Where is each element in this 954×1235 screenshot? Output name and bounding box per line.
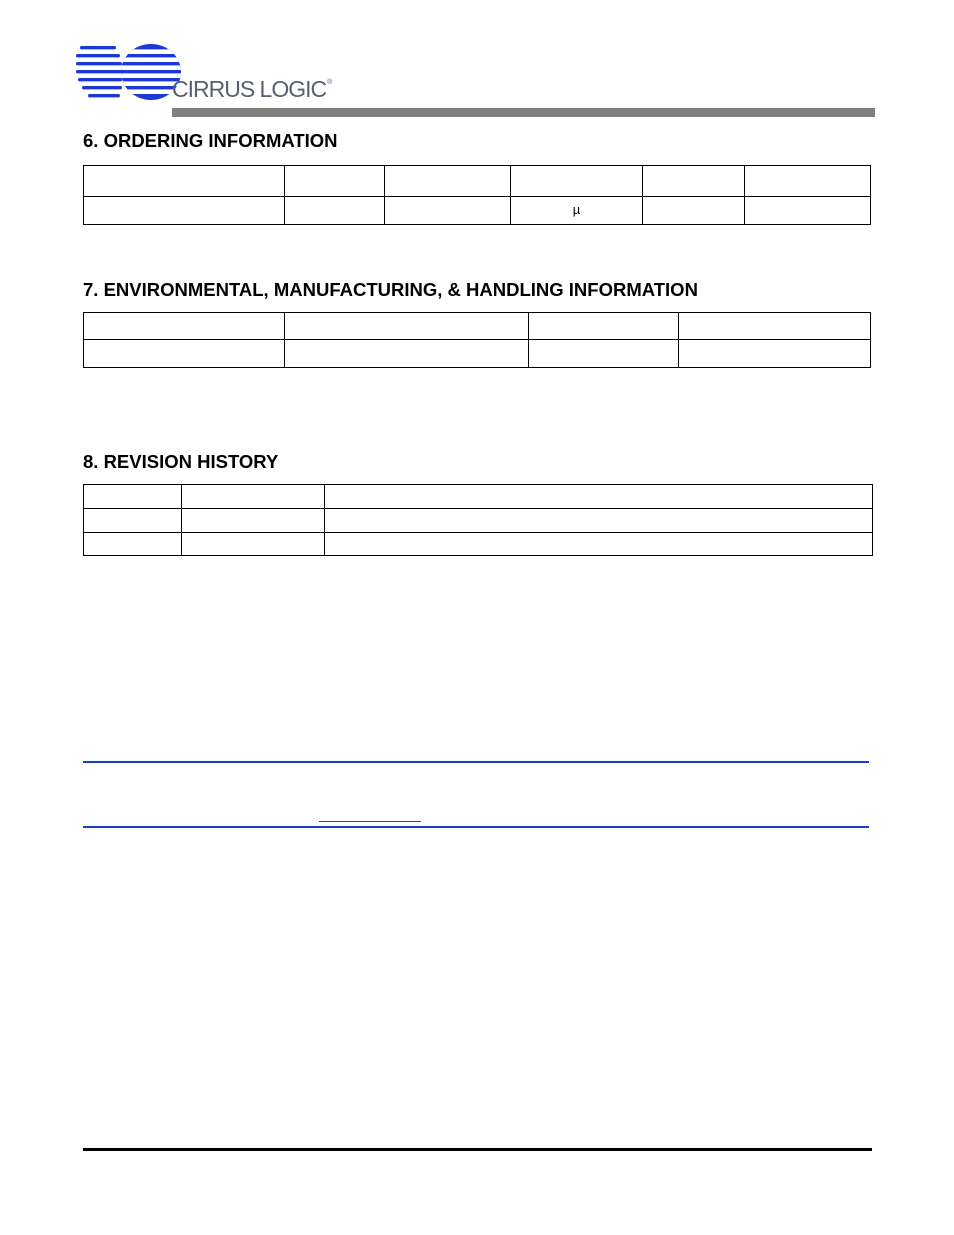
logo-wordmark: CIRRUS LOGIC® bbox=[172, 76, 332, 102]
logo-stripes-icon bbox=[76, 46, 122, 97]
table-cell bbox=[182, 485, 325, 509]
revision-history-table bbox=[83, 484, 873, 556]
table-cell bbox=[285, 313, 529, 340]
section-title-environmental: 7. ENVIRONMENTAL, MANUFACTURING, & HANDLING INFORMATION bbox=[83, 279, 698, 300]
table-cell bbox=[643, 197, 745, 225]
contact-bottom-rule bbox=[83, 826, 869, 828]
table-cell bbox=[643, 166, 745, 197]
table-cell bbox=[679, 313, 871, 340]
table-cell bbox=[325, 509, 873, 533]
header-bar bbox=[172, 108, 875, 117]
table-cell bbox=[325, 485, 873, 509]
table-cell bbox=[385, 197, 511, 225]
section-title-revision: 8. REVISION HISTORY bbox=[83, 451, 279, 472]
table-cell bbox=[84, 340, 285, 368]
table-cell bbox=[84, 509, 182, 533]
table-cell bbox=[182, 509, 325, 533]
table-cell bbox=[285, 340, 529, 368]
table-cell bbox=[84, 533, 182, 556]
table-cell bbox=[285, 197, 385, 225]
table-cell bbox=[679, 340, 871, 368]
table-cell bbox=[84, 197, 285, 225]
table-row bbox=[84, 313, 871, 340]
footer-rule bbox=[83, 1148, 872, 1151]
table-cell bbox=[84, 166, 285, 197]
table-cell bbox=[325, 533, 873, 556]
table-row bbox=[84, 509, 873, 533]
table-cell bbox=[511, 166, 643, 197]
environmental-table bbox=[83, 312, 871, 368]
table-row bbox=[84, 340, 871, 368]
website-link[interactable] bbox=[319, 821, 421, 822]
table-cell bbox=[745, 166, 871, 197]
table-row bbox=[84, 197, 871, 225]
table-row bbox=[84, 485, 873, 509]
table-row bbox=[84, 533, 873, 556]
section-title-ordering: 6. ORDERING INFORMATION bbox=[83, 130, 338, 151]
table-cell: µ bbox=[511, 197, 643, 225]
table-cell bbox=[285, 166, 385, 197]
table-cell bbox=[385, 166, 511, 197]
ordering-table bbox=[83, 165, 871, 225]
table-cell bbox=[529, 313, 679, 340]
table-cell bbox=[84, 313, 285, 340]
table-cell bbox=[182, 533, 325, 556]
table-cell bbox=[84, 485, 182, 509]
contact-top-rule bbox=[83, 761, 869, 763]
table-row bbox=[84, 166, 871, 197]
table-cell bbox=[529, 340, 679, 368]
table-cell bbox=[745, 197, 871, 225]
